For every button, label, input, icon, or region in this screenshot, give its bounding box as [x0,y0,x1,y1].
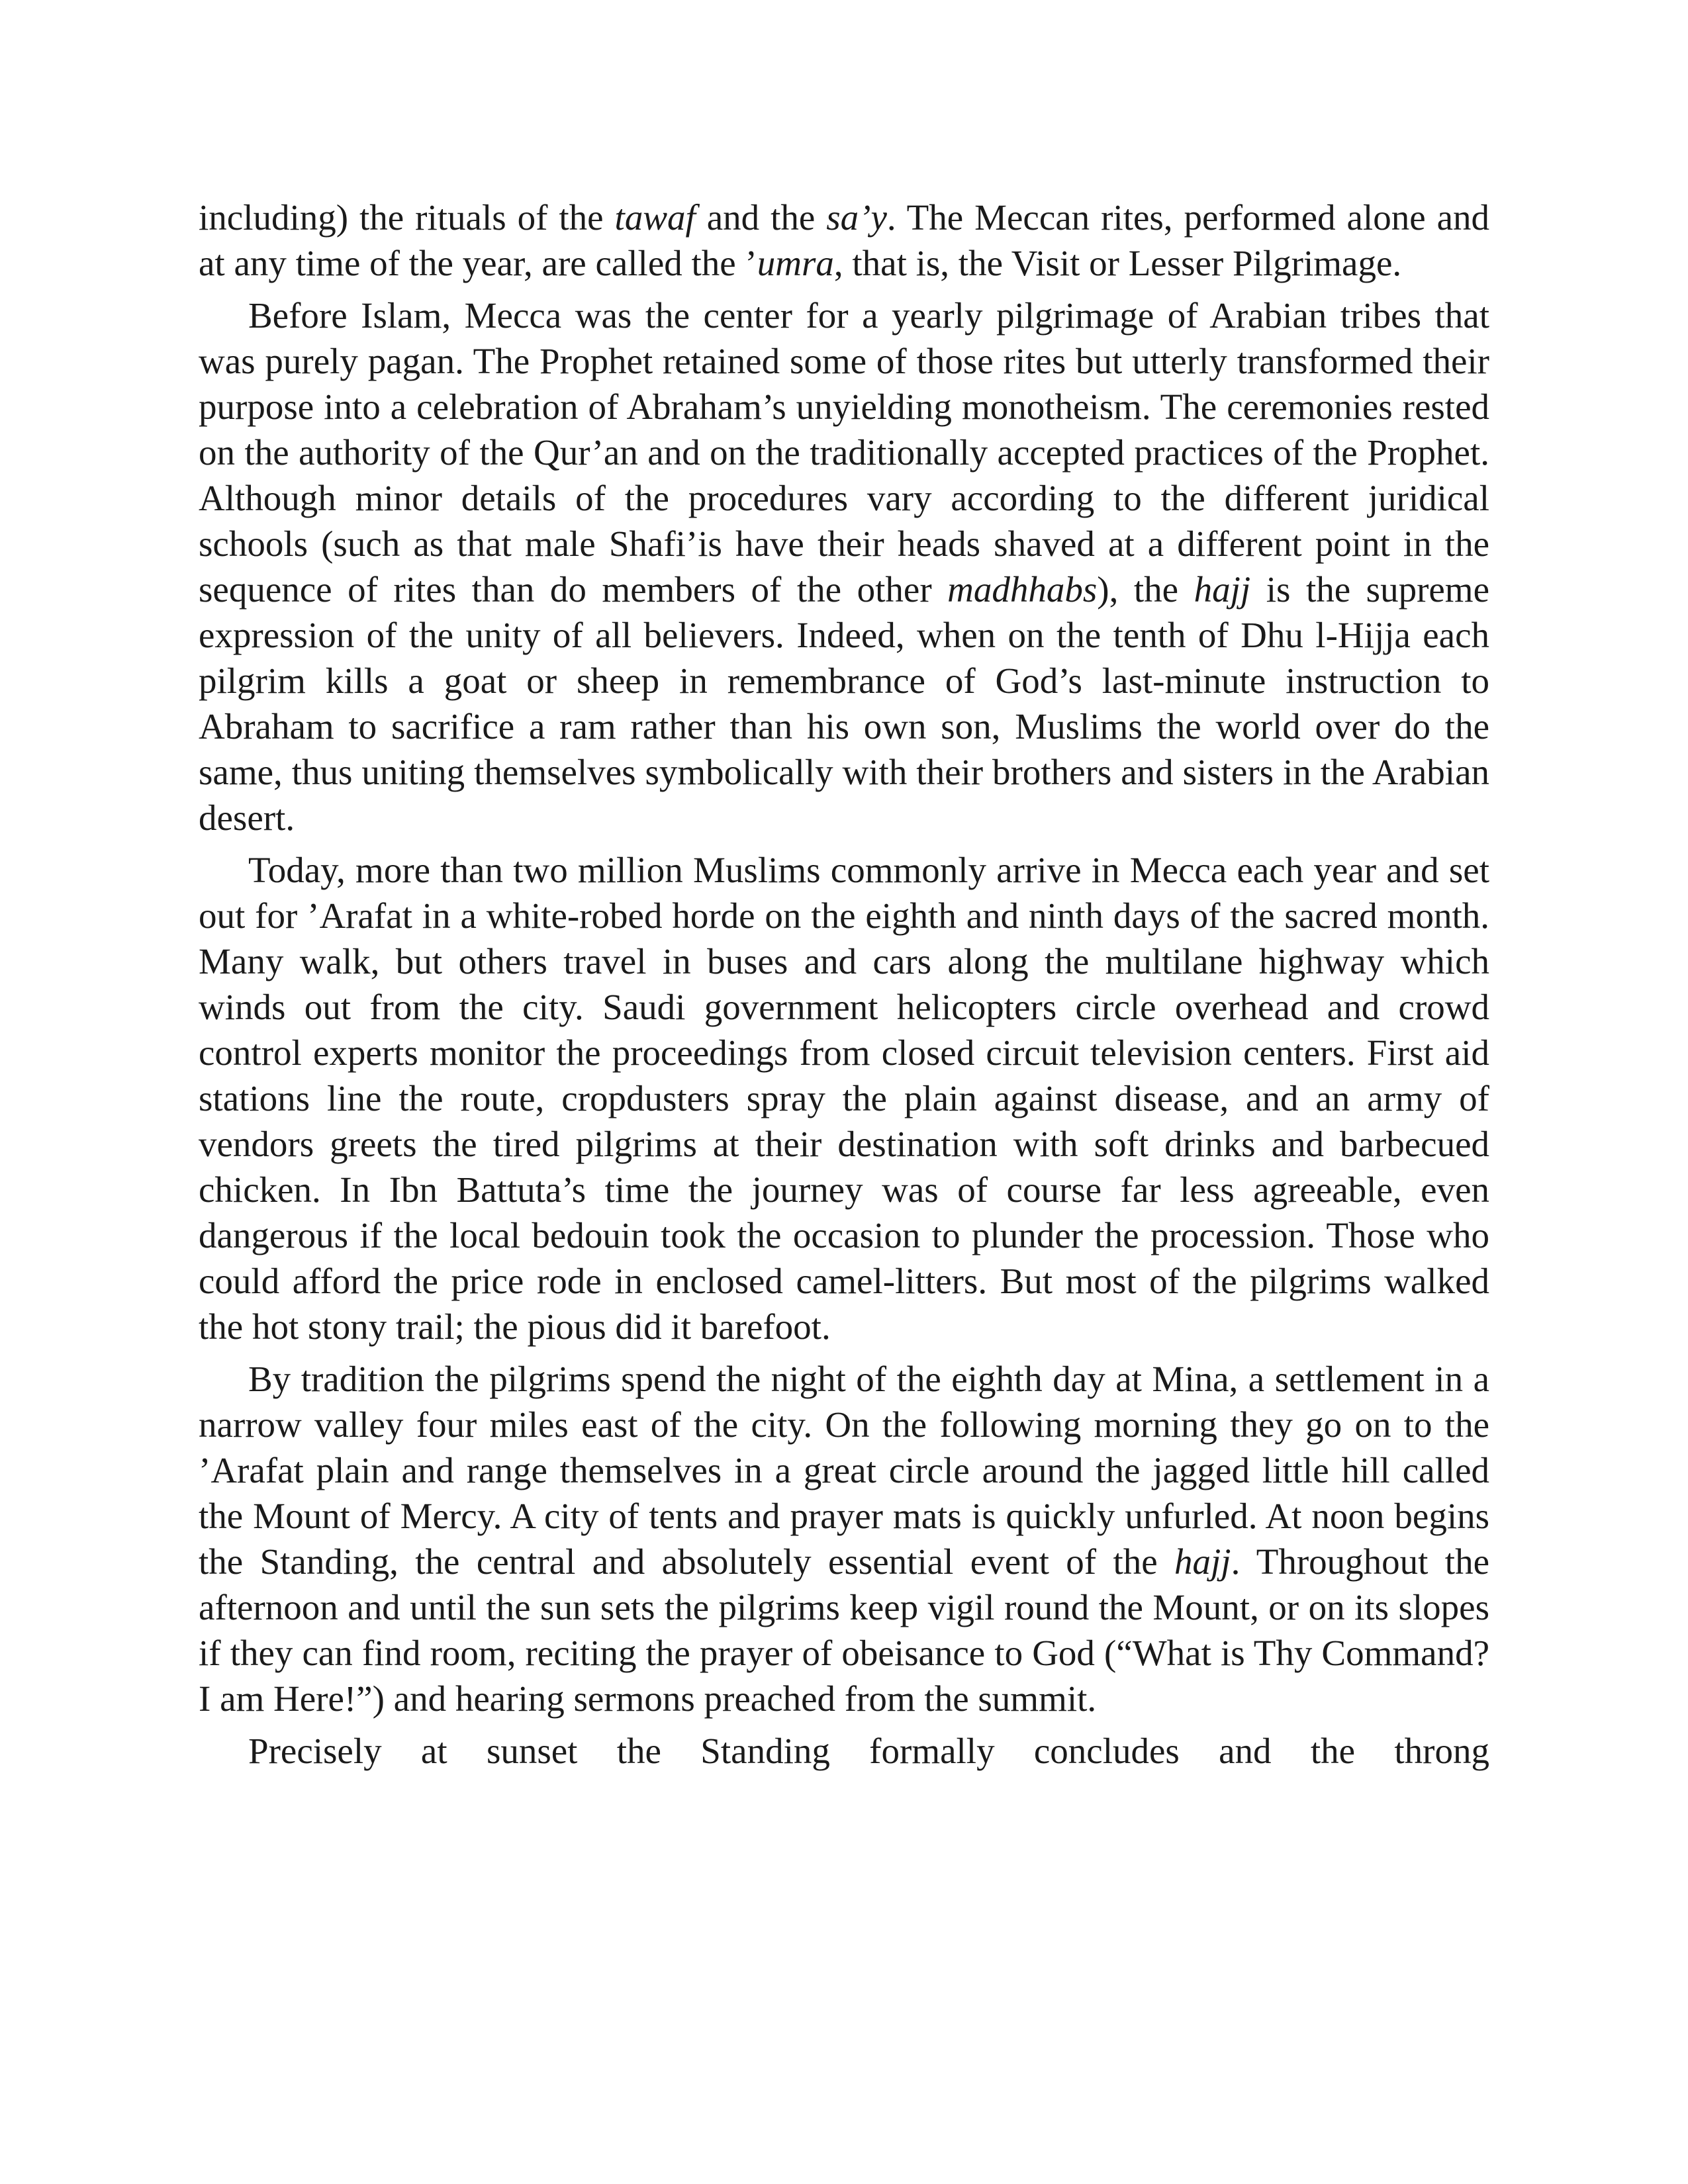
italic-term: hajj [1194,569,1251,610]
text-span: is the supreme expression of the unity of all believers. Indeed, when on the tenth of Dhu l-Hijja each pilgrim kills a goat or sheep in remembrance of God’s last-minute instruction to Abraham to sacrifice a ram rather than his own son, Muslims the world over do the same, thus uniting themselves symbolically with their brothers and sisters in the Arabian desert. [199,569,1489,838]
text-span: ), the [1097,569,1194,610]
paragraph-5 [199,1728,1489,1774]
text-span: . The Meccan rites, performed alone and at any time of the year, are called the ’ [199,197,1489,283]
text-span: , that is, the Visit or Lesser Pilgrimage. [833,243,1402,283]
text-span: Today, more than two million Muslims commonly arrive in Mecca each year and set out for ’Arafat in a white-robed horde on the eighth and ninth days of the sacred month. Many walk, but others travel in buses and cars along the multilane highway which winds out from the city. Saudi government helicopters circle overhead and crowd control experts monitor the proceedings from closed circuit television centers. First aid stations line the route, cropdusters spray the plain against disease, and an army of vendors greets the tired pilgrims at their destination with soft drinks and barbecued chicken. In Ibn Battuta’s time the journey was of course far less agreeable, even dangerous if the local bedouin took the occasion to plunder the procession. Those who could afford the price rode in enclosed camel-litters. But most of the pilgrims walked the hot stony trail; the pious did it barefoot. [199,850,1489,1347]
italic-term: umra [757,243,834,283]
paragraph-1 [199,195,1489,286]
paragraph-3 [199,847,1489,1349]
paragraph-4 [199,1356,1489,1721]
text-span: and the [695,197,827,238]
text-span: . Throughout the afternoon and until the sun sets the pilgrims keep vigil round the Mount, or on its slopes if they can find room, reciting the prayer of obeisance to God (“What is Thy Command? I am Here!”) and hearing sermons preached from the summit. [199,1541,1489,1719]
text-span: By tradition the pilgrims spend the night of the eighth day at Mina, a settlement in a narrow valley four miles east of the city. On the following morning they go on to the ’Arafat plain and range themselves in a great circle around the jagged little hill called the Mount of Mercy. A city of tents and prayer mats is quickly unfurled. At noon begins the Standing, the central and absolutely essential event of the [199,1359,1489,1582]
text-span: Precisely at sunset the Standing formally concludes and the throng [248,1731,1489,1771]
paragraph-2 [199,293,1489,841]
text-span: including) the rituals of the [199,197,615,238]
italic-term: hajj [1174,1541,1231,1582]
italic-term: tawaf [614,197,696,238]
italic-term: sa’y [826,197,887,238]
text-span: Before Islam, Mecca was the center for a yearly pilgrimage of Arabian tribes that was purely pagan. The Prophet retained some of those rites but utterly transformed their purpose into a celebration of Abraham’s unyielding monotheism. The ceremonies rested on the authority of the Qur’an and on the traditionally accepted practices of the Prophet. Although minor details of the procedures vary according to the different juridical schools (such as that male Shafi’is have their heads shaved at a different point in the sequence of rites than do members of the other [199,295,1489,610]
body-text [199,195,1489,1780]
italic-term: madhhabs [947,569,1098,610]
